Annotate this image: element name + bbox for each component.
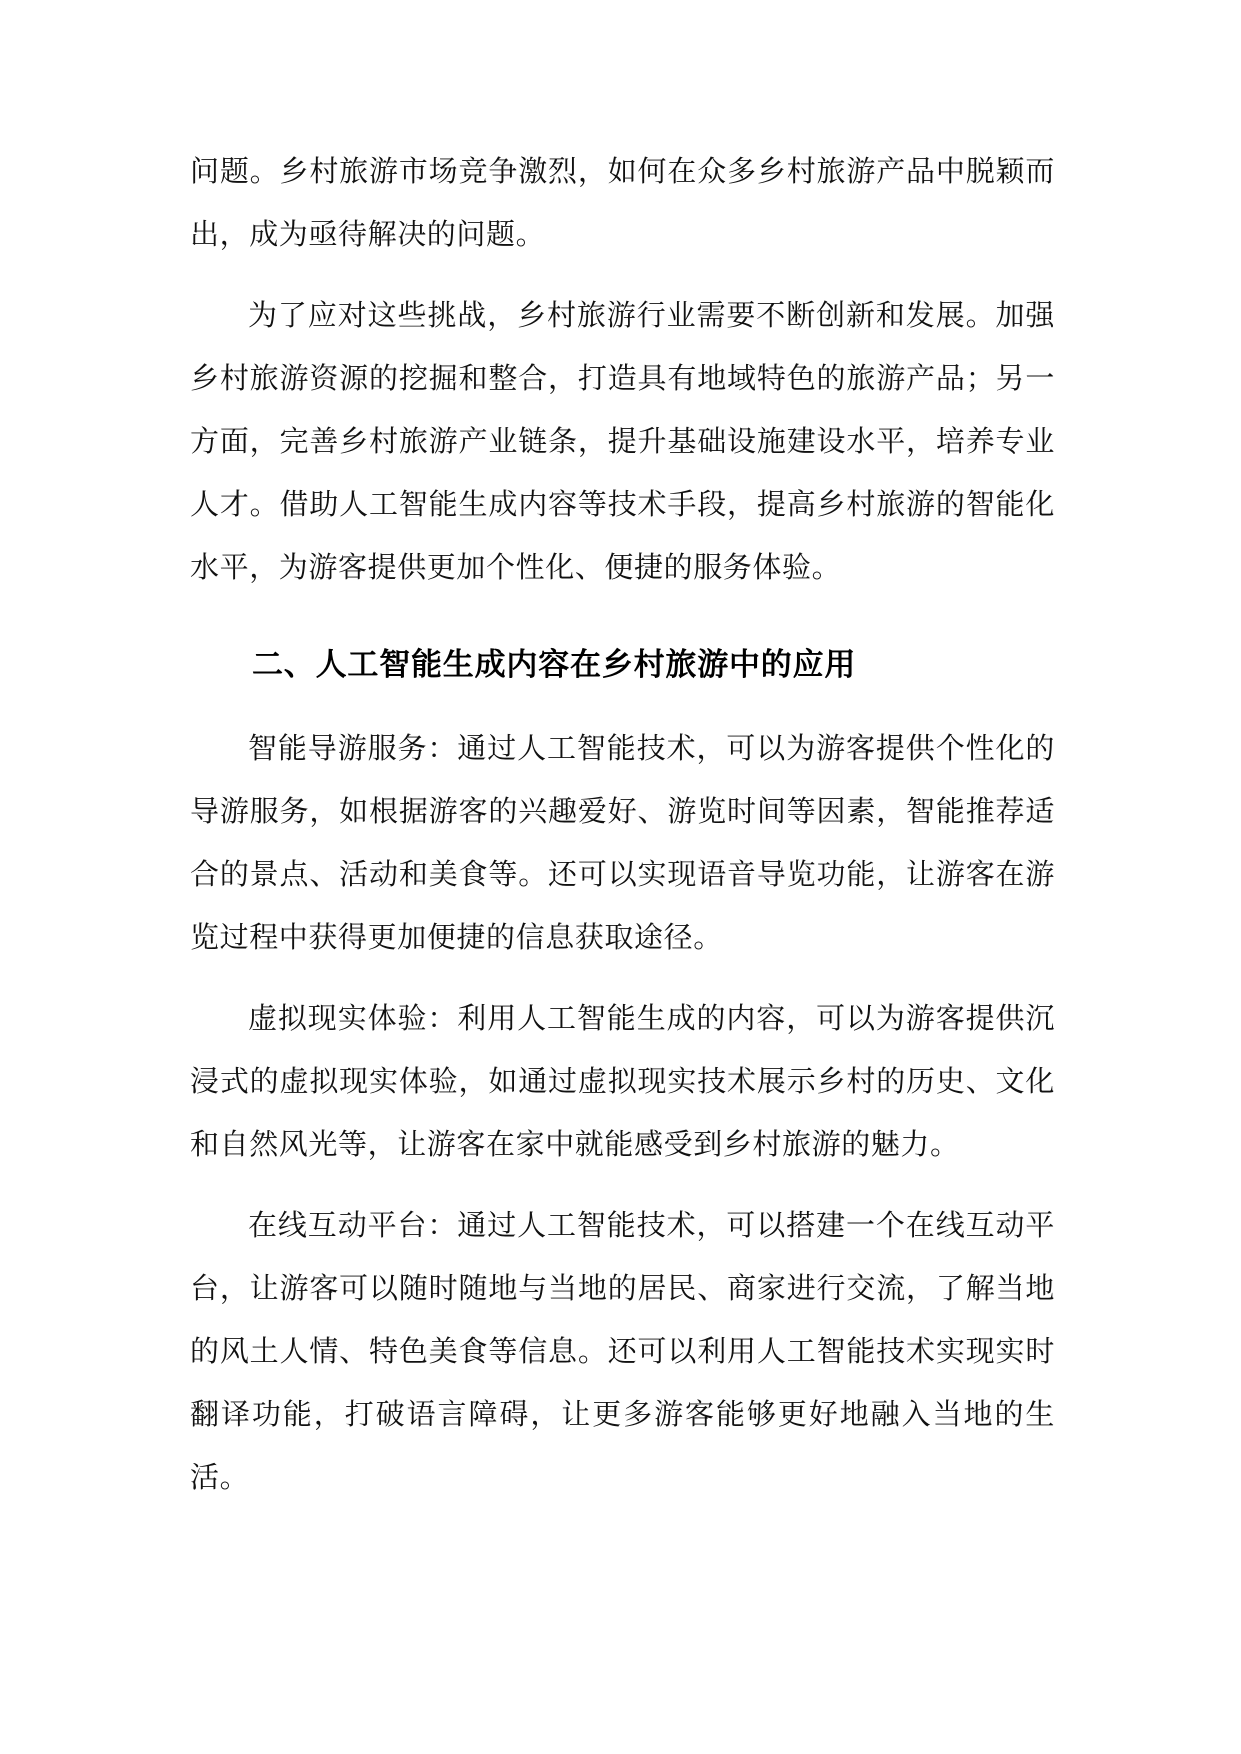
paragraph-virtual-reality: 虚拟现实体验：利用人工智能生成的内容，可以为游客提供沉浸式的虚拟现实体验，如通过虚拟现实技术展示乡村的历史、文化和自然风光等，让游客在家中就能感受到乡村旅游的魅力。	[190, 1001, 1055, 1161]
paragraph-challenges: 为了应对这些挑战，乡村旅游行业需要不断创新和发展。加强乡村旅游资源的挖掘和整合，打造具有地域特色的旅游产品；另一方面，完善乡村旅游产业链条，提升基础设施建设水平，培养专业人才。借助人工智能生成内容等技术手段，提高乡村旅游的智能化水平，为游客提供更加个性化、便捷的服务体验。	[190, 298, 1055, 584]
paragraph-continuation: 问题。乡村旅游市场竞争激烈，如何在众多乡村旅游产品中脱颖而出，成为亟待解决的问题。	[190, 154, 1055, 251]
document-body	[190, 140, 1055, 1527]
paragraph-online-platform: 在线互动平台：通过人工智能技术，可以搭建一个在线互动平台，让游客可以随时随地与当地的居民、商家进行交流，了解当地的风土人情、特色美食等信息。还可以利用人工智能技术实现实时翻译功能，打破语言障碍，让更多游客能够更好地融入当地的生活。	[190, 1208, 1055, 1494]
section-heading: 二、人工智能生成内容在乡村旅游中的应用	[252, 647, 857, 683]
paragraph-smart-guide: 智能导游服务：通过人工智能技术，可以为游客提供个性化的导游服务，如根据游客的兴趣爱好、游览时间等因素，智能推荐适合的景点、活动和美食等。还可以实现语音导览功能，让游客在游览过程中获得更加便捷的信息获取途径。	[190, 731, 1055, 954]
